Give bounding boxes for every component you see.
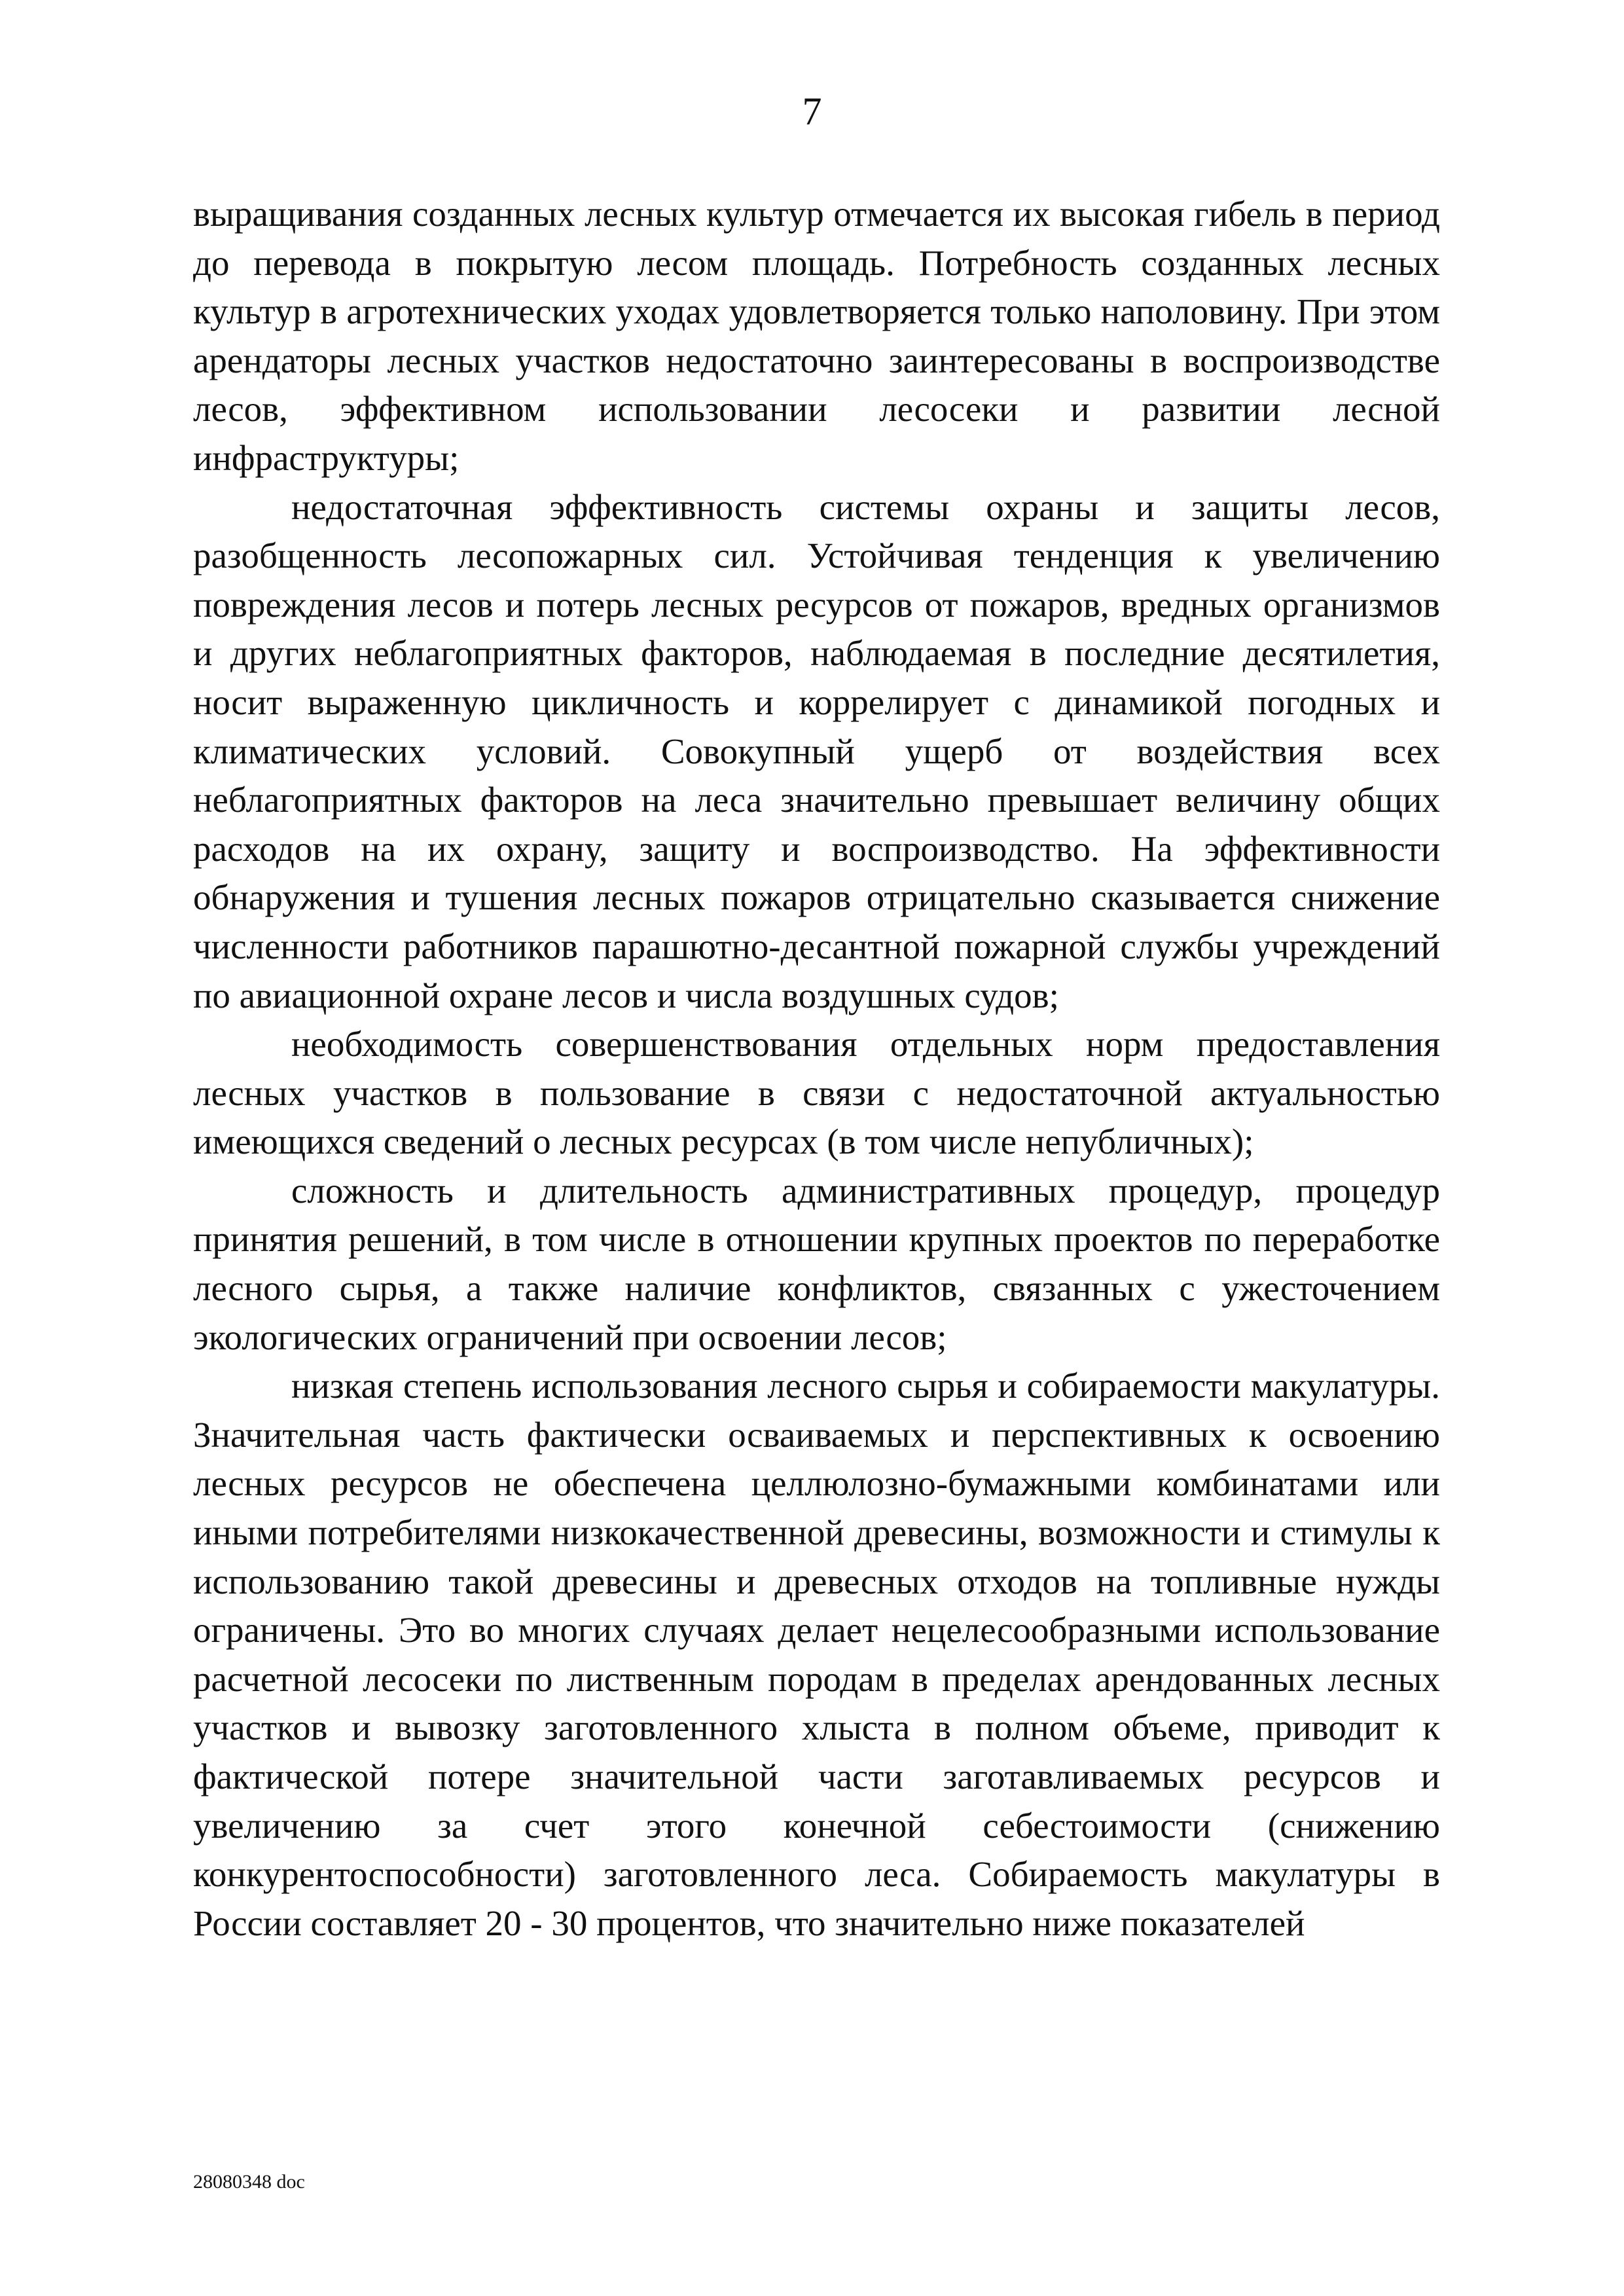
page-number: 7 [802,90,822,133]
paragraph-admin-procedures: сложность и длительность административных процедур, процедур принятия решений, в том числе в отношении крупных проектов по переработке лесного сырья, а также наличие конфликтов, связанных с ужесточением экологических ограничений при освоении лесов; [193,1170,1440,1357]
paragraph-continuation: выращивания созданных лесных культур отмечается их высокая гибель в период до перевода в покрытую лесом площадь. Потребность созданных лесных культур в агротехнических уходах удовлетворяется только наполовину. При этом арендаторы лесных участков недостаточно заинтересованы в воспроизводстве лесов, эффективном использовании лесосеки и развитии лесной инфраструктуры; [193,194,1440,478]
paragraph-land-allocation: необходимость совершенствования отдельных норм предоставления лесных участков в пользование в связи с недостаточной актуальностью имеющихся сведений о лесных ресурсах (в том числе непубличных); [193,1024,1440,1162]
document-body [193,190,1440,1948]
document-id: 28080348 doc [193,2171,305,2193]
paragraph-fire-protection: недостаточная эффективность системы охраны и защиты лесов, разобщенность лесопожарных сил. Устойчивая тенденция к увеличению повреждения лесов и потерь лесных ресурсов от пожаров, вредных организмов и других неблагоприятных факторов, наблюдаемая в последние десятилетия, носит выраженную цикличность и коррелирует с динамикой погодных и климатических условий. Совокупный ущерб от воздействия всех неблагоприятных факторов на леса значительно превышает величину общих расходов на их охрану, защиту и воспроизводство. На эффективности обнаружения и тушения лесных пожаров отрицательно сказывается снижение численности работников парашютно-десантной пожарной службы учреждений по авиационной охране лесов и числа воздушных судов; [193,486,1440,1015]
paragraph-raw-material-usage: низкая степень использования лесного сырья и собираемости макулатуры. Значительная часть фактически осваиваемых и перспективных к освоению лесных ресурсов не обеспечена целлюлозно-бумажными комбинатами или иными потребителями низкокачественной древесины, возможности и стимулы к использованию такой древесины и древесных отходов на топливные нужды ограничены. Это во многих случаях делает нецелесообразными использование расчетной лесосеки по лиственным породам в пределах арендованных лесных участков и вывозку заготовленного хлыста в полном объеме, приводит к фактической потере значительной части заготавливаемых ресурсов и увеличению за счет этого конечной себестоимости (снижению конкурентоспособности) заготовленного леса. Собираемость макулатуры в России составляет 20 - 30 процентов, что значительно ниже показателей [193,1366,1440,1943]
